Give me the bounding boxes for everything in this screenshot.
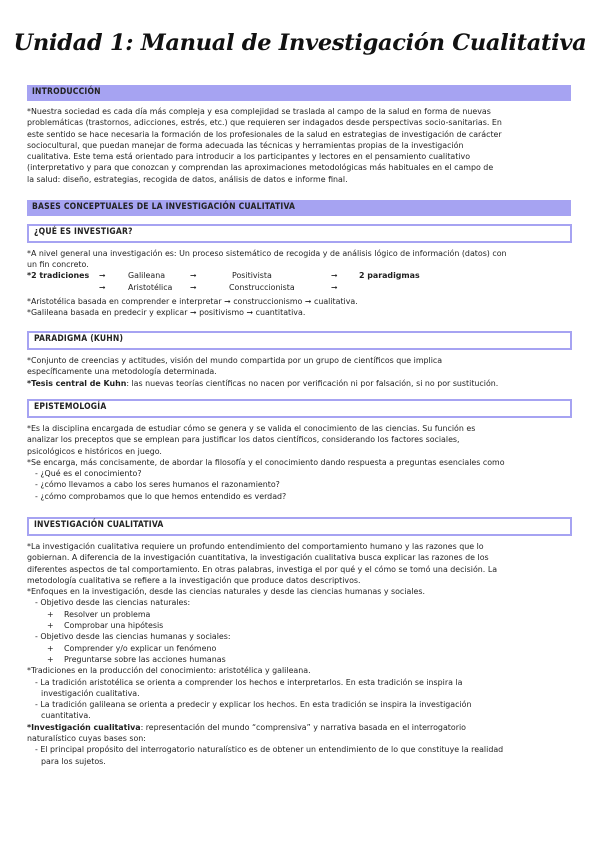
list-item: - Objetivo desde las ciencias naturales: — [35, 598, 191, 608]
list-item — [47, 654, 575, 665]
list-item: - La tradición galileana se orienta a predecir y explicar los hechos. En esta tradición se inspira la investigación — [35, 700, 472, 710]
section-header-label: ¿QUÉ ES INVESTIGAR? — [34, 227, 133, 237]
text-line: *Conjunto de creencias y actitudes, visión del mundo compartida por un grupo de científicos que implica — [27, 356, 443, 365]
list-item — [47, 609, 575, 620]
arrow-icon: ➞ — [190, 283, 197, 292]
text-line: *Tradiciones en la producción del conocimiento: aristotélica y galileana. — [27, 666, 311, 676]
subsection-header-paradigma — [27, 331, 572, 350]
section-header-label: PARADIGMA (KUHN) — [34, 334, 124, 344]
intro-paragraph — [27, 106, 575, 185]
text-line: diferentes aspectos de tal comportamiento. En otras palabras, investiga el por qué y el cómo se tomó una decisión. La — [27, 564, 498, 574]
tradicion-aristotelica: Aristotélica — [128, 283, 173, 292]
arrow-icon: ➞ — [331, 283, 338, 292]
section-header-introduccion — [27, 85, 571, 101]
text-line: *La investigación cualitativa requiere un profundo entendimiento del comportamiento humano y las razones que lo — [27, 542, 484, 551]
ic-text: : representación del mundo “comprensiva” y narrativa basada en el interrogatorio — [140, 722, 466, 732]
section-header-label: EPISTEMOLOGÍA — [34, 402, 107, 412]
text-line: *Enfoques en la investigación, desde las ciencias naturales y desde las ciencias humanas y sociales. — [27, 587, 425, 597]
list-item: - Objetivo desde las ciencias humanas y sociales: — [35, 632, 231, 642]
text-line: naturalístico cuyas bases son: — [27, 734, 146, 744]
arrow-icon: ➞ — [190, 271, 197, 280]
text-line: *Se encarga, más concisamente, de abordar la filosofía y el conocimiento dando respuesta a preguntas esenciales como — [27, 457, 505, 467]
list-item-text: Comprender y/o explicar un fenómeno — [64, 643, 217, 653]
ic-label: *Investigación cualitativa — [27, 722, 141, 732]
tradicion-galileana: Galileana — [128, 271, 166, 280]
list-item-text: Comprobar una hipótesis — [64, 621, 164, 631]
tradiciones-explicacion — [27, 296, 575, 319]
arrow-icon: ➞ — [99, 271, 106, 280]
text-line: metodología cualitativa se refiere a la investigación que produce datos descriptivos. — [27, 575, 361, 585]
section-header-label: INTRODUCCIÓN — [32, 87, 101, 97]
list-item: - La tradición aristotélica se orienta a comprender los hechos e interpretarlos. En esta tradición se inspira la — [35, 677, 463, 687]
list-item: - ¿cómo llevamos a cabo los seres humanos el razonamiento? — [35, 480, 280, 490]
text-line: cuantitativa. — [41, 711, 91, 721]
que-es-text — [27, 248, 575, 271]
paradigma-positivista: Positivista — [232, 271, 272, 280]
text-line: este sentido se hace necesaria la formación de los profesionales de la salud en estrategias de investigación de carácter — [27, 129, 502, 139]
epistemologia-text — [27, 423, 575, 502]
tradiciones-label: *2 tradiciones — [27, 271, 90, 280]
text-line: gobiernan. A diferencia de la investigación cuantitativa, la investigación cualitativa busca explicar las razones de los — [27, 553, 489, 563]
paradigma-construccionista: Construccionista — [229, 283, 295, 292]
paradigmas-label: 2 paradigmas — [359, 271, 420, 280]
plus-icon: + — [47, 609, 54, 619]
list-item: - ¿Qué es el conocimiento? — [35, 469, 142, 479]
text-line: problemáticas (trastornos, adicciones, estrés, etc.) que requieren ser indagados desde perspectivas socio-sanitarias. En — [27, 118, 502, 128]
list-item — [47, 643, 575, 654]
tesis-label: *Tesis central de Kuhn — [27, 378, 127, 388]
subsection-header-que-es-investigar — [27, 224, 572, 243]
text-line: sociocultural, que puedan manejar de forma adecuada las técnicas y herramientas propias de la investigación — [27, 140, 464, 150]
text-line: *Nuestra sociedad es cada día más compleja y esa complejidad se traslada al campo de la salud en forma de nuevas — [27, 107, 491, 116]
plus-icon: + — [47, 654, 54, 664]
tesis-text: : las nuevas teorías científicas no nacen por verificación ni por falsación, si no por sustitución. — [126, 378, 499, 388]
text-line: investigación cualitativa. — [41, 688, 140, 698]
text-line: específicamente una metodología determinada. — [27, 367, 217, 377]
list-item: - ¿cómo comprobamos que lo que hemos entendido es verdad? — [35, 491, 287, 501]
text-line: cualitativa. Este tema está orientado para introducir a los participantes y lectores en el pensamiento cualitativo — [27, 152, 471, 162]
list-item — [47, 620, 575, 631]
section-header-label: INVESTIGACIÓN CUALITATIVA — [34, 520, 164, 530]
text-line: *Galileana basada en predecir y explicar ➞ positivismo ➞ cuantitativa. — [27, 308, 306, 318]
page-title: Unidad 1: Manual de Investigación Cualitativa — [13, 30, 587, 56]
arrow-icon: ➞ — [331, 271, 338, 280]
text-line: *Es la disciplina encargada de estudiar cómo se genera y se valida el conocimiento de las ciencias. Su función es — [27, 424, 476, 433]
plus-icon: + — [47, 643, 54, 653]
text-line: la salud: diseño, estrategias, recogida de datos, análisis de datos e informe final. — [27, 174, 348, 184]
subsection-header-epistemologia — [27, 399, 572, 418]
text-line: (interpretativo y para que conozcan y comprendan las aproximaciones metodológicas más habituales en el campo de — [27, 163, 494, 173]
text-line — [27, 722, 575, 733]
text-line: un fin concreto. — [27, 260, 89, 270]
text-line: *A nivel general una investigación es: Un proceso sistemático de recogida y de análisis lógico de información (datos) con — [27, 249, 507, 258]
paradigma-text — [27, 355, 575, 389]
text-line: para los sujetos. — [41, 756, 106, 766]
text-line: psicológicos e históricos en juego. — [27, 446, 162, 456]
text-line — [27, 378, 575, 389]
list-item: - El principal propósito del interrogatorio naturalístico es de obtener un entendimiento de lo que constituye la realidad — [35, 745, 504, 755]
arrow-icon: ➞ — [99, 283, 106, 292]
plus-icon: + — [47, 621, 54, 631]
subsection-header-investigacion-cualitativa — [27, 517, 572, 536]
cualitativa-text — [27, 541, 575, 767]
list-item-text: Preguntarse sobre las acciones humanas — [64, 654, 226, 664]
section-header-bases — [27, 200, 571, 216]
text-line: analizar los preceptos que se emplean para justificar los datos científicos, considerando los factores sociales, — [27, 435, 460, 445]
section-header-label: BASES CONCEPTUALES DE LA INVESTIGACIÓN CUALITATIVA — [32, 202, 296, 212]
text-line: *Aristotélica basada en comprender e interpretar ➞ construccionismo ➞ cualitativa. — [27, 297, 358, 306]
list-item-text: Resolver un problema — [64, 609, 151, 619]
